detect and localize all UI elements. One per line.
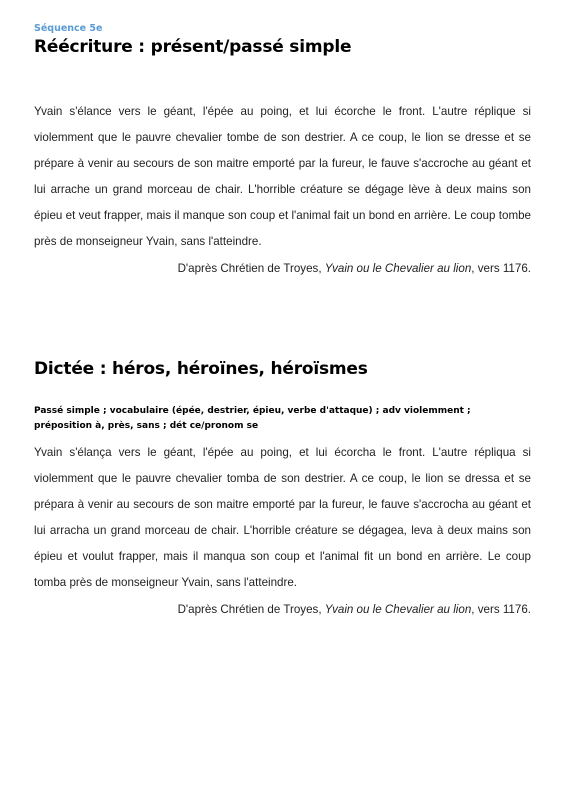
dictation-title: Dictée : héros, héroïnes, héroïsmes xyxy=(34,359,368,379)
source-date: , vers 1176. xyxy=(471,603,531,616)
source-work-title: Yvain ou le Chevalier au lion xyxy=(324,603,472,616)
source-author: D'après Chrétien de Troyes, xyxy=(177,262,325,275)
dictation-note: Passé simple ; vocabulaire (épée, destrier, épieu, verbe d'attaque) ; adv violemment ; préposition à, près, sans ; dét ce/pronom se xyxy=(34,406,471,431)
rewriting-paragraph: Yvain s'élance vers le géant, l'épée au poing, et lui écorche le front. L'autre réplique si violemment que le pauvre chevalier tombe de son destrier. A ce coup, le lion se dresse et se prépare à venir au secours de son maitre emporté par la fureur, le fauve s'accroche au géant et lui arrache un grand morceau de chair. L'horrible créature se dégage lève à deux mains son épieu et veut frapper, mais il manque son coup et l'animal fait un bond en arrière. Le coup tombe près de monseigneur Yvain, sans l'atteindre. xyxy=(34,105,531,248)
rewriting-title: Réécriture : présent/passé simple xyxy=(34,37,352,57)
dictation-source xyxy=(34,602,531,618)
sequence-label: Séquence 5e xyxy=(34,23,103,34)
rewriting-source xyxy=(34,261,531,277)
dictation-paragraph: Yvain s'élança vers le géant, l'épée au poing, et lui écorcha le front. L'autre répliqua si violemment que le pauvre chevalier tomba de son destrier. A ce coup, le lion se dressa et se prépara à venir au secours de son maitre emporté par la fureur, le fauve s'accrocha au géant et lui arracha un grand morceau de chair. L'horrible créature se dégagea, leva à deux mains son épieu et voulut frapper, mais il manqua son coup et l'animal fit un bond en arrière. Le coup tomba près de monseigneur Yvain, sans l'atteindre. xyxy=(34,446,531,589)
source-date: , vers 1176. xyxy=(471,262,531,275)
source-work-title: Yvain ou le Chevalier au lion xyxy=(324,262,472,275)
source-author: D'après Chrétien de Troyes, xyxy=(177,603,325,616)
